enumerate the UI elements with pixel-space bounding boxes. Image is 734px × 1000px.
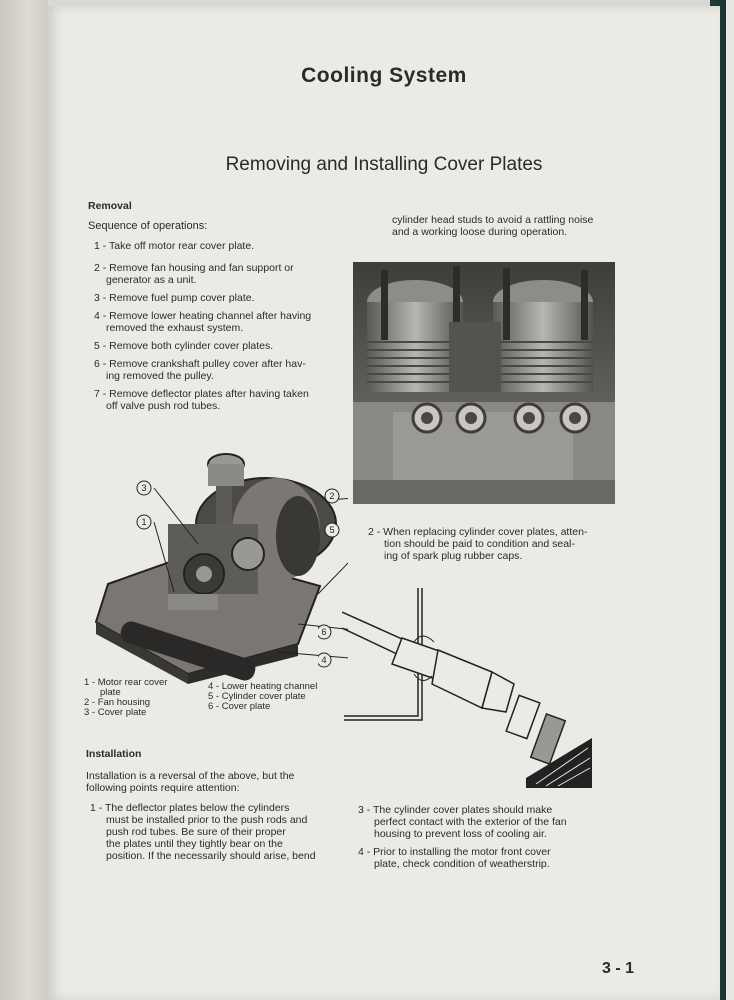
removal-step: 3 - Remove fuel pump cover plate. bbox=[94, 292, 255, 304]
removal-intro: Sequence of operations: bbox=[88, 220, 208, 232]
legend-item: 6 - Cover plate bbox=[208, 701, 271, 712]
installation-point: push rod tubes. Be sure of their proper bbox=[106, 826, 286, 838]
manual-page bbox=[48, 6, 720, 1000]
removal-step: 1 - Take off motor rear cover plate. bbox=[94, 240, 255, 252]
removal-step: 4 - Remove lower heating channel after having bbox=[94, 310, 312, 322]
removal-step: 7 - Remove deflector plates after having taken bbox=[94, 388, 309, 400]
installation-point: housing to prevent loss of cooling air. bbox=[374, 828, 547, 840]
spark-plug-cap-illustration bbox=[342, 588, 592, 788]
section-title: Removing and Installing Cover Plates bbox=[225, 154, 543, 175]
removal-step: ing removed the pulley. bbox=[106, 370, 214, 382]
installation-point: perfect contact with the exterior of the fan bbox=[374, 816, 567, 828]
removal-step: off valve push rod tubes. bbox=[106, 400, 221, 412]
installation-point: 1 - The deflector plates below the cylinders bbox=[90, 802, 290, 814]
step2-text: 2 - When replacing cylinder cover plates, atten- bbox=[368, 526, 588, 538]
installation-intro: following points require attention: bbox=[86, 782, 240, 794]
continuation-text: and a working loose during operation. bbox=[392, 226, 568, 238]
continuation-text: cylinder head studs to avoid a rattling noise bbox=[392, 214, 594, 226]
installation-point: plate, check condition of weatherstrip. bbox=[374, 858, 550, 870]
book-spine-left bbox=[0, 0, 48, 1000]
removal-step: 2 - Remove fan housing and fan support or bbox=[94, 262, 294, 274]
legend-item: 2 - Fan housing bbox=[84, 697, 151, 708]
cylinder-photo bbox=[353, 262, 615, 504]
callout-1: 1 bbox=[141, 517, 147, 527]
callout-2: 2 bbox=[329, 491, 335, 501]
background-edge bbox=[726, 0, 734, 1000]
page-number: 3 - 1 bbox=[601, 960, 634, 977]
installation-point: 3 - The cylinder cover plates should make bbox=[358, 804, 553, 816]
installation-point: the plates until they tightly bear on the bbox=[106, 838, 283, 850]
legend-item: plate bbox=[100, 687, 121, 698]
installation-point: position. If the necessarily should arise, bend bbox=[106, 850, 316, 862]
step2-text: ing of spark plug rubber caps. bbox=[384, 550, 523, 562]
callout-4: 4 bbox=[321, 655, 327, 665]
removal-step: removed the exhaust system. bbox=[106, 322, 244, 334]
chapter-title: Cooling System bbox=[301, 64, 467, 87]
installation-point: 4 - Prior to installing the motor front cover bbox=[358, 846, 551, 858]
callout-6: 6 bbox=[321, 627, 327, 637]
engine-illustration bbox=[88, 444, 348, 684]
callout-3: 3 bbox=[141, 483, 147, 493]
removal-step: 5 - Remove both cylinder cover plates. bbox=[94, 340, 274, 352]
removal-heading: Removal bbox=[88, 200, 132, 212]
installation-point: must be installed prior to the push rods and bbox=[106, 814, 308, 826]
step2-text: tion should be paid to condition and seal- bbox=[384, 538, 575, 550]
removal-step: 6 - Remove crankshaft pulley cover after hav- bbox=[94, 358, 306, 370]
legend-item: 3 - Cover plate bbox=[84, 707, 147, 718]
legend-item: 4 - Lower heating channel bbox=[208, 681, 318, 692]
legend-item: 5 - Cylinder cover plate bbox=[208, 691, 306, 702]
legend-item: 1 - Motor rear cover bbox=[84, 677, 168, 688]
removal-step: generator as a unit. bbox=[106, 274, 197, 286]
installation-heading: Installation bbox=[86, 748, 142, 760]
installation-intro: Installation is a reversal of the above, but the bbox=[86, 770, 295, 782]
callout-5: 5 bbox=[329, 525, 335, 535]
